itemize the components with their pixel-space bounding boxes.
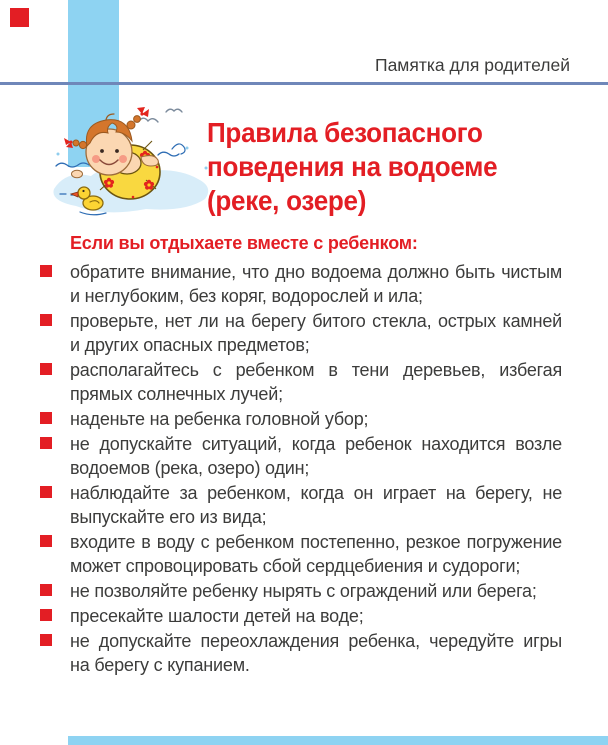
list-item xyxy=(40,579,562,603)
seagulls-icon xyxy=(138,109,182,122)
list-item-text: пресекайте шалости детей на воде; xyxy=(70,606,364,626)
list-item-text: обратите внимание, что дно водоема должно быть чистым и неглубоким, без коряг, водорослей и ила; xyxy=(70,262,562,306)
list-item-text: не допускайте переохлаждения ребенка, чередуйте игры на берегу с купанием. xyxy=(70,631,562,675)
list-item xyxy=(40,407,562,431)
bottom-blue-bar xyxy=(68,736,608,745)
page-title-line: Правила безопасного xyxy=(207,117,483,148)
page-title-line: (реке, озере) xyxy=(207,185,367,216)
list-item-text: входите в воду с ребенком постепенно, резкое погружение может спровоцировать сбой сердцебиения и судороги; xyxy=(70,532,562,576)
list-item-text: располагайтесь с ребенком в тени деревьев, избегая прямых солнечных лучей; xyxy=(70,360,562,404)
list-item xyxy=(40,358,562,406)
list-item xyxy=(40,604,562,628)
bullet-square-icon xyxy=(40,486,52,498)
section-heading: Если вы отдыхаете вместе с ребенком: xyxy=(70,233,418,253)
bullet-square-icon xyxy=(40,634,52,646)
list-item-text: проверьте, нет ли на берегу битого стекла, острых камней и других опасных предметов; xyxy=(70,311,562,355)
page-title-line: поведения на водоеме xyxy=(207,151,498,182)
bullet-square-icon xyxy=(40,437,52,449)
header-rule xyxy=(0,82,608,85)
list-item-text: не допускайте ситуаций, когда ребенок находится возле водоемов (река, озеро) один; xyxy=(70,434,562,478)
bullet-square-icon xyxy=(40,363,52,375)
list-item-text: не позволяйте ребенку нырять с ограждений или берега; xyxy=(70,581,537,601)
red-corner-square xyxy=(10,8,29,27)
page-header-label: Памятка для родителей xyxy=(375,55,570,75)
bullet-square-icon xyxy=(40,535,52,547)
safety-list xyxy=(40,260,562,678)
bullet-square-icon xyxy=(40,412,52,424)
list-item-text: наденьте на ребенка головной убор; xyxy=(70,409,369,429)
page-title xyxy=(207,116,497,218)
list-item xyxy=(40,629,562,677)
bullet-square-icon xyxy=(40,584,52,596)
list-item-text: наблюдайте за ребенком, когда он играет на берегу, не выпускайте его из вида; xyxy=(70,483,562,527)
list-item xyxy=(40,260,562,308)
list-item xyxy=(40,309,562,357)
bullet-square-icon xyxy=(40,314,52,326)
list-item xyxy=(40,530,562,578)
bullet-square-icon xyxy=(40,265,52,277)
bullet-square-icon xyxy=(40,609,52,621)
list-item xyxy=(40,432,562,480)
baby-swim-ring-illustration xyxy=(46,94,221,224)
list-item xyxy=(40,481,562,529)
